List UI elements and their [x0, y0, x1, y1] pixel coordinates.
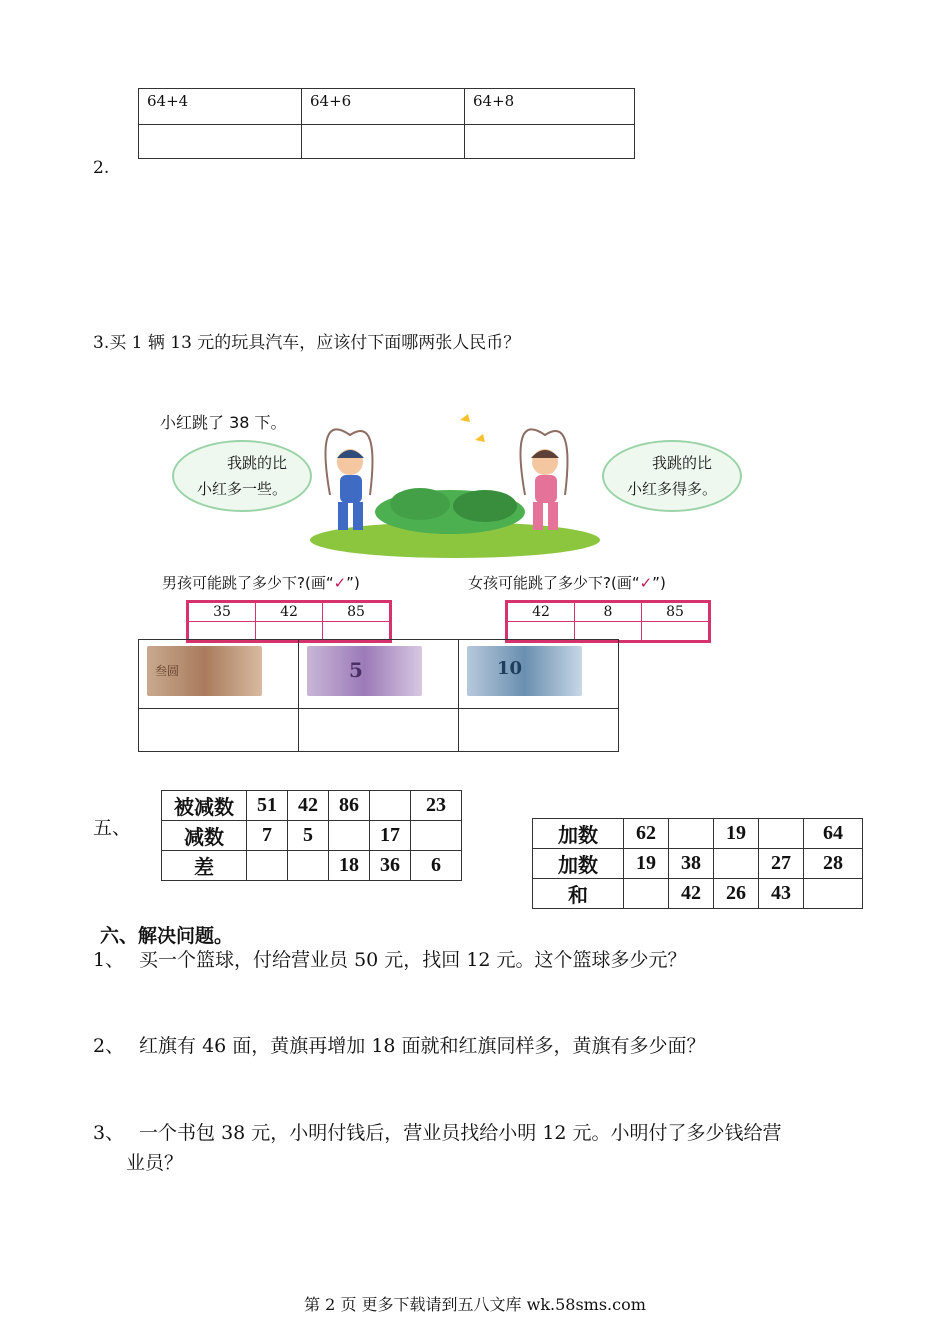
answer-cell[interactable]	[302, 125, 465, 159]
cell: 17	[370, 821, 411, 851]
problem-text: 红旗有 46 面，黄旗再增加 18 面就和红旗同样多，黄旗有多少面？	[139, 1035, 706, 1057]
problem-text: 买一个篮球，付给营业员 50 元，找回 12 元。这个篮球多少元？	[139, 949, 687, 971]
check-cell[interactable]	[575, 622, 642, 641]
table-header-cell: 64+8	[465, 89, 635, 125]
cell: 64	[804, 819, 863, 849]
row-label: 和	[533, 879, 624, 909]
boy-options-table	[188, 602, 390, 641]
cell: 42	[288, 791, 329, 821]
cell: 5	[288, 821, 329, 851]
option-cell: 35	[189, 603, 256, 622]
problem-text: 一个书包 38 元，小明付钱后，营业员找给小明 12 元。小明付了多少钱给营	[139, 1122, 782, 1144]
cell: 19	[624, 849, 669, 879]
cell: 43	[759, 879, 804, 909]
answer-cell[interactable]	[139, 125, 302, 159]
cell: 18	[329, 851, 370, 881]
question-3-text: 3.买 1 辆 13 元的玩具汽车，应该付下面哪两张人民币？	[93, 333, 521, 353]
children-jumping-rope-picture	[310, 400, 600, 560]
cell: 23	[411, 791, 462, 821]
cell: 26	[714, 879, 759, 909]
addition-table	[532, 818, 863, 909]
page-footer: 第 2 页 更多下载请到五八文库 wk.58sms.com	[304, 1295, 646, 1314]
table-header-cell: 64+4	[139, 89, 302, 125]
table-header-cell: 64+6	[302, 89, 465, 125]
bubble-line: 我跳的比	[226, 454, 287, 472]
banknote-cell	[459, 640, 619, 709]
problem-2	[93, 1031, 873, 1061]
option-cell: 85	[642, 603, 709, 622]
answer-cell[interactable]	[459, 709, 619, 752]
option-cell: 85	[323, 603, 390, 622]
row-label: 差	[162, 851, 247, 881]
banknote-cell	[139, 640, 299, 709]
problem-text-continued: 业员？	[126, 1152, 184, 1174]
jump-rope-illustration	[150, 400, 740, 640]
option-cell: 8	[575, 603, 642, 622]
girl-options-table	[507, 602, 709, 641]
cell: 27	[759, 849, 804, 879]
option-cell: 42	[256, 603, 323, 622]
problem-number: 1、	[93, 949, 125, 971]
illustration-title: 小红跳了 38 下。	[160, 413, 287, 432]
boy-question	[162, 572, 360, 593]
boy-speech-bubble	[172, 440, 312, 512]
cell: 38	[669, 849, 714, 879]
answer-cell[interactable]	[714, 849, 759, 879]
boy-question-text: 男孩可能跳了多少下?(画“✓”)	[162, 574, 360, 592]
answer-cell[interactable]	[804, 879, 863, 909]
section-6-title: 六、解决问题。	[100, 925, 234, 947]
answer-cell[interactable]	[247, 851, 288, 881]
cell: 62	[624, 819, 669, 849]
banknote-cell	[299, 640, 459, 709]
girl-speech-bubble	[602, 440, 742, 512]
ten-yuan-note-image	[467, 646, 582, 696]
bubble-line: 我跳的比	[651, 454, 712, 472]
note-label: 叁圆	[155, 664, 180, 678]
answer-cell[interactable]	[624, 879, 669, 909]
note-value: 10	[497, 658, 523, 679]
check-cell[interactable]	[189, 622, 256, 641]
cell: 6	[411, 851, 462, 881]
answer-cell[interactable]	[139, 709, 299, 752]
girl-options-box	[505, 600, 711, 643]
bubble-line: 小红多一些。	[196, 480, 287, 498]
answer-cell[interactable]	[669, 819, 714, 849]
money-table	[138, 639, 619, 752]
row-label: 加数	[533, 819, 624, 849]
answer-cell[interactable]	[370, 791, 411, 821]
answer-cell[interactable]	[299, 709, 459, 752]
problem-3	[93, 1118, 873, 1178]
cell: 36	[370, 851, 411, 881]
answer-cell[interactable]	[288, 851, 329, 881]
check-cell[interactable]	[323, 622, 390, 641]
answer-cell[interactable]	[329, 821, 370, 851]
cell: 86	[329, 791, 370, 821]
check-cell[interactable]	[508, 622, 575, 641]
option-cell: 42	[508, 603, 575, 622]
row-label: 加数	[533, 849, 624, 879]
check-cell[interactable]	[642, 622, 709, 641]
bubble-line: 小红多得多。	[626, 480, 717, 498]
three-yuan-note-image	[147, 646, 262, 696]
check-cell[interactable]	[256, 622, 323, 641]
problem-number: 2、	[93, 1035, 125, 1057]
five-yuan-note-image	[307, 646, 422, 696]
answer-cell[interactable]	[759, 819, 804, 849]
row-label: 被减数	[162, 791, 247, 821]
boy-options-box	[186, 600, 392, 643]
addition-fill-table	[138, 88, 635, 159]
row-label: 减数	[162, 821, 247, 851]
subtraction-table	[161, 790, 462, 881]
cell: 19	[714, 819, 759, 849]
cell: 7	[247, 821, 288, 851]
answer-cell[interactable]	[411, 821, 462, 851]
cell: 28	[804, 849, 863, 879]
girl-question-text: 女孩可能跳了多少下?(画“✓”)	[468, 574, 666, 592]
cell: 42	[669, 879, 714, 909]
problem-1	[93, 945, 873, 975]
question-2-label: 2.	[93, 158, 110, 178]
note-value: 5	[349, 658, 363, 682]
girl-question	[468, 572, 666, 593]
answer-cell[interactable]	[465, 125, 635, 159]
problem-number: 3、	[93, 1122, 125, 1144]
cell: 51	[247, 791, 288, 821]
section-5-label: 五、	[93, 817, 132, 839]
